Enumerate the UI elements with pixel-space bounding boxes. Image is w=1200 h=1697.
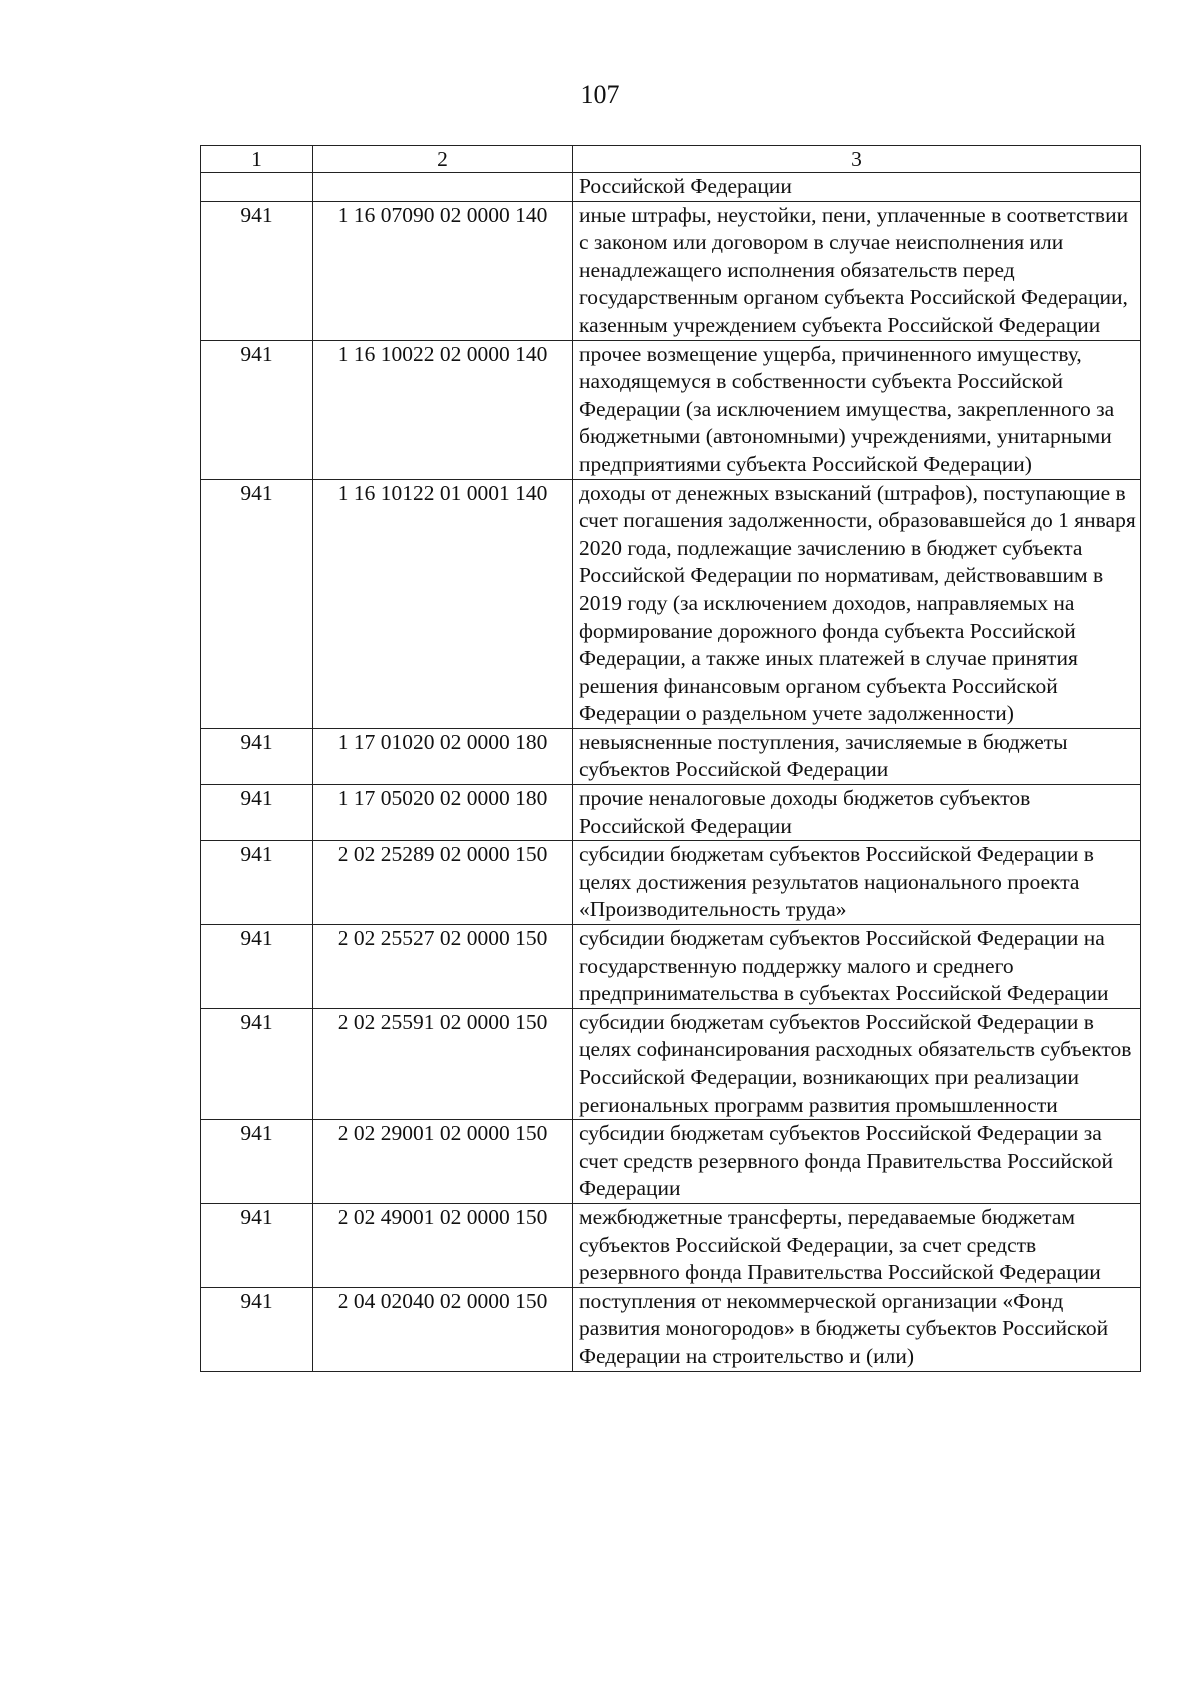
table-row: [201, 785, 1141, 841]
revenue-name-cell: субсидии бюджетам субъектов Российской Федерации за счет средств резервного фонда Правительства Российской Федерации: [573, 1120, 1141, 1204]
table-row: [201, 1120, 1141, 1204]
revenue-code-cell: 1 16 07090 02 0000 140: [313, 201, 573, 340]
table-row: [201, 201, 1141, 340]
admin-code-cell: 941: [201, 841, 313, 925]
table-body: [201, 146, 1141, 1372]
revenue-code-cell: 2 02 49001 02 0000 150: [313, 1203, 573, 1287]
table-row: [201, 728, 1141, 784]
revenue-name-cell: невыясненные поступления, зачисляемые в бюджеты субъектов Российской Федерации: [573, 728, 1141, 784]
admin-code-cell: 941: [201, 728, 313, 784]
revenue-code-cell: 2 02 25591 02 0000 150: [313, 1008, 573, 1119]
admin-code-cell: 941: [201, 1008, 313, 1119]
revenue-name-cell: поступления от некоммерческой организации «Фонд развития моногородов» в бюджеты субъектов Российской Федерации на строительство и (или): [573, 1287, 1141, 1371]
revenue-code-cell: 2 02 29001 02 0000 150: [313, 1120, 573, 1204]
continuation-admin-cell: [201, 173, 313, 202]
table-row: [201, 925, 1141, 1009]
revenue-name-cell: субсидии бюджетам субъектов Российской Федерации в целях софинансирования расходных обязательств субъектов Российской Федерации, возникающих при реализации региональных программ развития промышленности: [573, 1008, 1141, 1119]
continuation-code-cell: [313, 173, 573, 202]
table-row: [201, 479, 1141, 728]
table-row: [201, 841, 1141, 925]
admin-code-cell: 941: [201, 479, 313, 728]
continuation-row: [201, 173, 1141, 202]
revenue-name-cell: иные штрафы, неустойки, пени, уплаченные в соответствии с законом или договором в случае неисполнения или ненадлежащего исполнения обязательств перед государственным органом субъекта Российской Федерации, казенным учреждением субъекта Российской Федерации: [573, 201, 1141, 340]
continuation-name-cell: Российской Федерации: [573, 173, 1141, 202]
revenue-code-cell: 2 02 25527 02 0000 150: [313, 925, 573, 1009]
revenue-name-cell: прочие неналоговые доходы бюджетов субъектов Российской Федерации: [573, 785, 1141, 841]
revenue-name-cell: доходы от денежных взысканий (штрафов), поступающие в счет погашения задолженности, образовавшейся до 1 января 2020 года, подлежащие зачислению в бюджет субъекта Российской Федерации по нормативам, действовавшим в 2019 году (за исключением доходов, направляемых на формирование дорожного фонда субъекта Российской Федерации, а также иных платежей в случае принятия решения финансовым органом субъекта Российской Федерации о раздельном учете задолженности): [573, 479, 1141, 728]
page-number: 107: [580, 80, 620, 109]
admin-code-cell: 941: [201, 1203, 313, 1287]
revenue-code-cell: 1 16 10122 01 0001 140: [313, 479, 573, 728]
table-row: [201, 340, 1141, 479]
admin-code-cell: 941: [201, 201, 313, 340]
revenue-code-cell: 1 16 10022 02 0000 140: [313, 340, 573, 479]
revenue-name-cell: субсидии бюджетам субъектов Российской Федерации на государственную поддержку малого и среднего предпринимательства в субъектах Российской Федерации: [573, 925, 1141, 1009]
table-row: [201, 1203, 1141, 1287]
column-header-code: 2: [313, 146, 573, 173]
revenue-codes-table: [200, 145, 1141, 1372]
revenue-code-cell: 2 02 25289 02 0000 150: [313, 841, 573, 925]
admin-code-cell: 941: [201, 925, 313, 1009]
table-header-row: [201, 146, 1141, 173]
revenue-code-cell: 1 17 01020 02 0000 180: [313, 728, 573, 784]
admin-code-cell: 941: [201, 1287, 313, 1371]
revenue-code-cell: 1 17 05020 02 0000 180: [313, 785, 573, 841]
admin-code-cell: 941: [201, 340, 313, 479]
column-header-name: 3: [573, 146, 1141, 173]
revenue-name-cell: межбюджетные трансферты, передаваемые бюджетам субъектов Российской Федерации, за счет средств резервного фонда Правительства Российской Федерации: [573, 1203, 1141, 1287]
admin-code-cell: 941: [201, 1120, 313, 1204]
revenue-code-cell: 2 04 02040 02 0000 150: [313, 1287, 573, 1371]
table-row: [201, 1008, 1141, 1119]
admin-code-cell: 941: [201, 785, 313, 841]
revenue-name-cell: субсидии бюджетам субъектов Российской Федерации в целях достижения результатов национального проекта «Производительность труда»: [573, 841, 1141, 925]
column-header-admin: 1: [201, 146, 313, 173]
table-row: [201, 1287, 1141, 1371]
revenue-name-cell: прочее возмещение ущерба, причиненного имуществу, находящемуся в собственности субъекта Российской Федерации (за исключением имущества, закрепленного за бюджетными (автономными) учреждениями, унитарными предприятиями субъекта Российской Федерации): [573, 340, 1141, 479]
